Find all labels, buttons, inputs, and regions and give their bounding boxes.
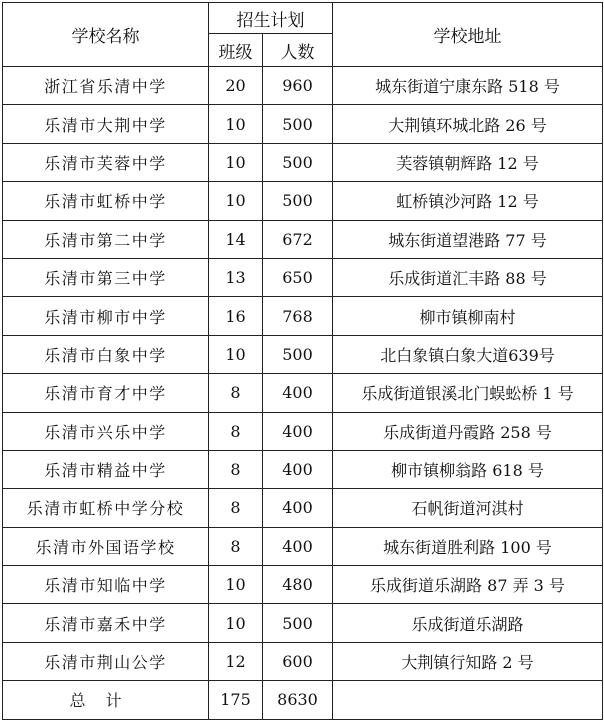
- total-address-cell: [333, 681, 603, 719]
- school-name-cell: 乐清市嘉禾中学: [3, 604, 209, 642]
- school-name-cell: 乐清市第二中学: [3, 220, 209, 258]
- classes-cell: 10: [209, 182, 263, 220]
- table-row: [3, 220, 603, 258]
- classes-cell: 8: [209, 412, 263, 450]
- table-row: [3, 527, 603, 565]
- address-cell: 虹桥镇沙河路 12 号: [333, 182, 603, 220]
- students-cell: 960: [263, 67, 333, 105]
- header-students: 人数: [263, 34, 333, 67]
- table-row: [3, 297, 603, 335]
- students-cell: 500: [263, 182, 333, 220]
- school-name-cell: 乐清市白象中学: [3, 335, 209, 373]
- school-name-cell: 乐清市柳市中学: [3, 297, 209, 335]
- header-row-top: [3, 3, 603, 34]
- address-cell: 城东街道望港路 77 号: [333, 220, 603, 258]
- header-school-address: 学校地址: [333, 3, 603, 67]
- header-enrollment-plan: 招生计划: [209, 3, 333, 34]
- school-name-cell: 乐清市荆山公学: [3, 642, 209, 680]
- table-row: [3, 67, 603, 105]
- header-school-name: 学校名称: [3, 3, 209, 67]
- address-cell: 城东街道胜利路 100 号: [333, 527, 603, 565]
- school-name-cell: 乐清市外国语学校: [3, 527, 209, 565]
- address-cell: 乐成街道汇丰路 88 号: [333, 258, 603, 296]
- school-name-cell: 乐清市精益中学: [3, 450, 209, 488]
- table-row: [3, 258, 603, 296]
- address-cell: 柳市镇柳南村: [333, 297, 603, 335]
- table-row: [3, 489, 603, 527]
- school-name-cell: 乐清市育才中学: [3, 374, 209, 412]
- students-cell: 672: [263, 220, 333, 258]
- address-cell: 大荆镇环城北路 26 号: [333, 105, 603, 143]
- classes-cell: 8: [209, 489, 263, 527]
- classes-cell: 16: [209, 297, 263, 335]
- classes-cell: 10: [209, 105, 263, 143]
- address-cell: 乐成街道银溪北门蜈蚣桥 1 号: [333, 374, 603, 412]
- header-classes: 班级: [209, 34, 263, 67]
- students-cell: 400: [263, 412, 333, 450]
- students-cell: 480: [263, 566, 333, 604]
- address-cell: 城东街道宁康东路 518 号: [333, 67, 603, 105]
- school-name-cell: 乐清市兴乐中学: [3, 412, 209, 450]
- classes-cell: 13: [209, 258, 263, 296]
- students-cell: 500: [263, 335, 333, 373]
- school-name-cell: 浙江省乐清中学: [3, 67, 209, 105]
- classes-cell: 14: [209, 220, 263, 258]
- classes-cell: 20: [209, 67, 263, 105]
- table-row: [3, 412, 603, 450]
- school-name-cell: 乐清市知临中学: [3, 566, 209, 604]
- total-label-cell: 总计: [3, 681, 209, 719]
- students-cell: 400: [263, 527, 333, 565]
- students-cell: 500: [263, 105, 333, 143]
- address-cell: 芙蓉镇朝辉路 12 号: [333, 143, 603, 181]
- total-classes-cell: 175: [209, 681, 263, 719]
- address-cell: 乐成街道乐湖路: [333, 604, 603, 642]
- address-cell: 石帆街道河淇村: [333, 489, 603, 527]
- students-cell: 500: [263, 143, 333, 181]
- school-name-cell: 乐清市芙蓉中学: [3, 143, 209, 181]
- classes-cell: 12: [209, 642, 263, 680]
- classes-cell: 10: [209, 566, 263, 604]
- address-cell: 北白象镇白象大道639号: [333, 335, 603, 373]
- classes-cell: 10: [209, 604, 263, 642]
- students-cell: 650: [263, 258, 333, 296]
- classes-cell: 8: [209, 527, 263, 565]
- classes-cell: 8: [209, 450, 263, 488]
- school-name-cell: 乐清市大荆中学: [3, 105, 209, 143]
- school-name-cell: 乐清市虹桥中学: [3, 182, 209, 220]
- classes-cell: 10: [209, 143, 263, 181]
- students-cell: 600: [263, 642, 333, 680]
- address-cell: 大荆镇行知路 2 号: [333, 642, 603, 680]
- table-row: [3, 335, 603, 373]
- address-cell: 柳市镇柳翁路 618 号: [333, 450, 603, 488]
- students-cell: 500: [263, 604, 333, 642]
- school-name-cell: 乐清市第三中学: [3, 258, 209, 296]
- classes-cell: 10: [209, 335, 263, 373]
- table-row: [3, 604, 603, 642]
- address-cell: 乐成街道丹霞路 258 号: [333, 412, 603, 450]
- table-row: [3, 450, 603, 488]
- table-row: [3, 105, 603, 143]
- students-cell: 400: [263, 450, 333, 488]
- enrollment-plan-table: [2, 2, 603, 720]
- total-students-cell: 8630: [263, 681, 333, 719]
- table-row: [3, 642, 603, 680]
- school-name-cell: 乐清市虹桥中学分校: [3, 489, 209, 527]
- table-row: [3, 374, 603, 412]
- total-row: [3, 681, 603, 719]
- students-cell: 768: [263, 297, 333, 335]
- students-cell: 400: [263, 374, 333, 412]
- table-row: [3, 182, 603, 220]
- students-cell: 400: [263, 489, 333, 527]
- table-row: [3, 143, 603, 181]
- address-cell: 乐成街道乐湖路 87 弄 3 号: [333, 566, 603, 604]
- table-row: [3, 566, 603, 604]
- classes-cell: 8: [209, 374, 263, 412]
